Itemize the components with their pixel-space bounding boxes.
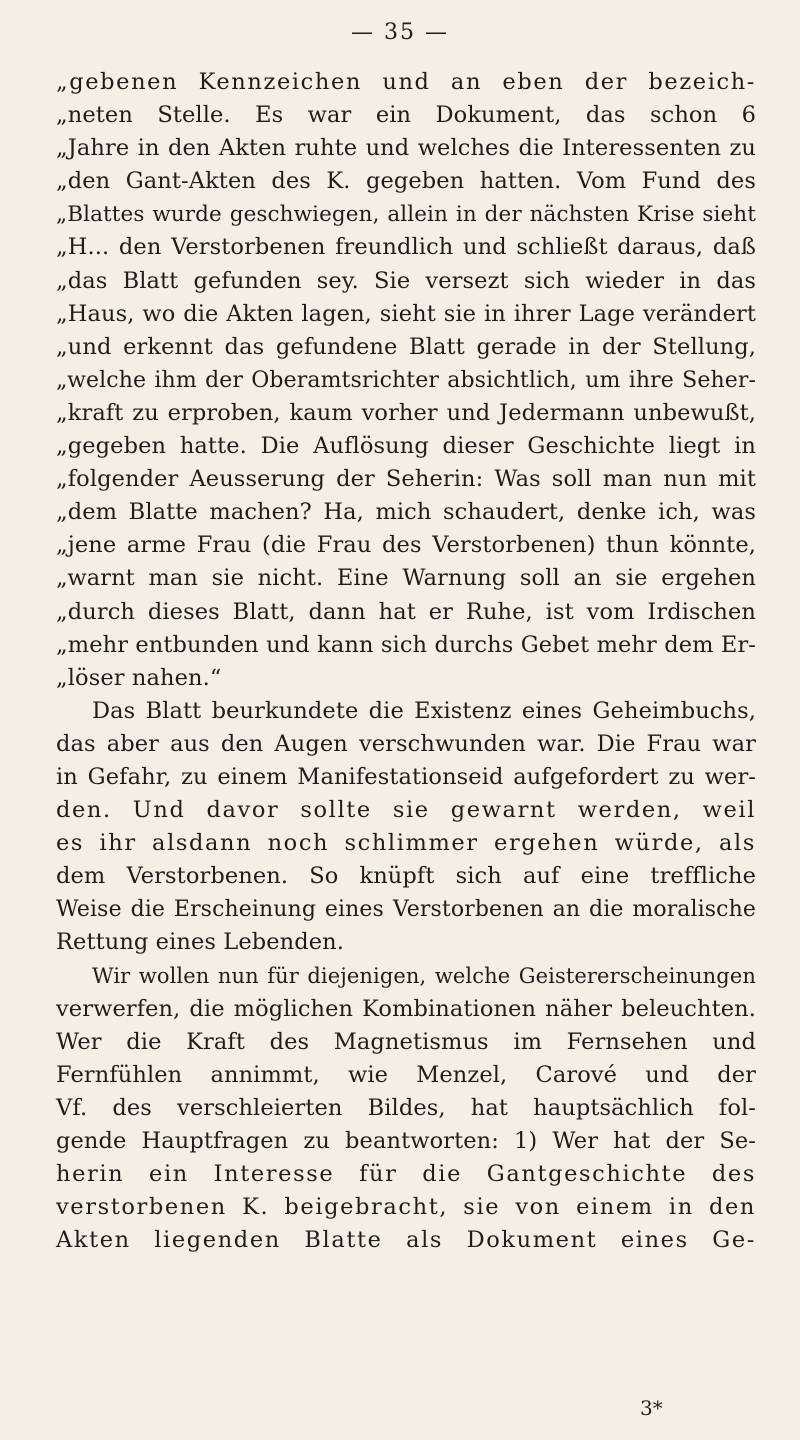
text-line: „Haus, wo die Akten lagen, sieht sie in ihrer Lage verändert — [56, 300, 756, 327]
text-line: Rettung eines Lebenden. — [56, 929, 345, 956]
text-line: „den Gant-Akten des K. gegeben hatten. Vom Fund des — [56, 168, 756, 195]
text-line: das aber aus den Augen verschwunden war. Die Frau war — [56, 730, 756, 757]
text-line: „Blattes wurde geschwiegen, allein in der nächsten Krise sieht — [56, 202, 756, 228]
text-line: in Gefahr, zu einem Manifestationseid aufgefordert zu wer- — [56, 763, 756, 790]
text-line: „Jahre in den Akten ruhte und welches die Interessenten zu — [56, 135, 756, 162]
text-line: Fernfühlen annimmt, wie Menzel, Carové und der — [56, 1061, 756, 1088]
text-line: „folgender Aeusserung der Seherin: Was soll man nun mit — [56, 466, 756, 493]
text-line: Wer die Kraft des Magnetismus im Fernsehen und — [56, 1028, 756, 1055]
text-line: verwerfen, die möglichen Kombinationen näher beleuchten. — [56, 995, 756, 1022]
text-line: „H... den Verstorbenen freundlich und schließt daraus, daß — [56, 234, 756, 261]
text-line: verstorbenen K. beigebracht, sie von einem in den — [56, 1194, 756, 1221]
text-line: herin ein Interesse für die Gantgeschichte des — [56, 1161, 756, 1188]
text-line: „gebenen Kennzeichen und an eben der bezeich- — [56, 69, 756, 95]
signature-mark: 3* — [640, 1396, 663, 1420]
text-line: Vf. des verschleierten Bildes, hat hauptsächlich fol- — [56, 1094, 756, 1121]
text-line: Weise die Erscheinung eines Verstorbenen an die moralische — [56, 897, 756, 923]
body-text — [56, 66, 756, 1257]
text-line: Das Blatt beurkundete die Existenz eines Geheimbuchs, — [92, 697, 756, 724]
text-line: „das Blatt gefunden sey. Sie versezt sich wieder in das — [56, 267, 756, 294]
text-line: „kraft zu erproben, kaum vorher und Jedermann unbewußt, — [56, 399, 756, 426]
text-line: „dem Blatte machen? Ha, mich schaudert, denke ich, was — [56, 499, 756, 526]
text-line: es ihr alsdann noch schlimmer ergehen würde, als — [56, 830, 756, 857]
text-line: Akten liegenden Blatte als Dokument eines Ge- — [56, 1227, 756, 1254]
text-line: „neten Stelle. Es war ein Dokument, das schon 6 — [56, 102, 756, 129]
text-line: „warnt man sie nicht. Eine Warnung soll an sie ergehen — [56, 565, 756, 592]
text-line: „gegeben hatte. Die Auflösung dieser Geschichte liegt in — [56, 433, 756, 460]
text-line: „durch dieses Blatt, dann hat er Ruhe, ist vom Irdischen — [56, 598, 756, 625]
text-line: „mehr entbunden und kann sich durchs Gebet mehr dem Er- — [56, 631, 756, 658]
text-line: „welche ihm der Oberamtsrichter absichtlich, um ihre Seher- — [56, 367, 756, 393]
text-line: dem Verstorbenen. So knüpft sich auf eine treffliche — [56, 863, 756, 890]
text-line: den. Und davor sollte sie gewarnt werden, weil — [56, 797, 756, 824]
page-number: — 35 — — [351, 20, 449, 45]
text-line: „löser nahen.“ — [56, 664, 222, 691]
text-line: „jene arme Frau (die Frau des Verstorbenen) thun könnte, — [56, 532, 756, 559]
text-line: „und erkennt das gefundene Blatt gerade in der Stellung, — [56, 333, 756, 360]
text-line: Wir wollen nun für diejenigen, welche Geistererscheinungen — [92, 963, 756, 988]
text-line: gende Hauptfragen zu beantworten: 1) Wer hat der Se- — [56, 1128, 756, 1154]
